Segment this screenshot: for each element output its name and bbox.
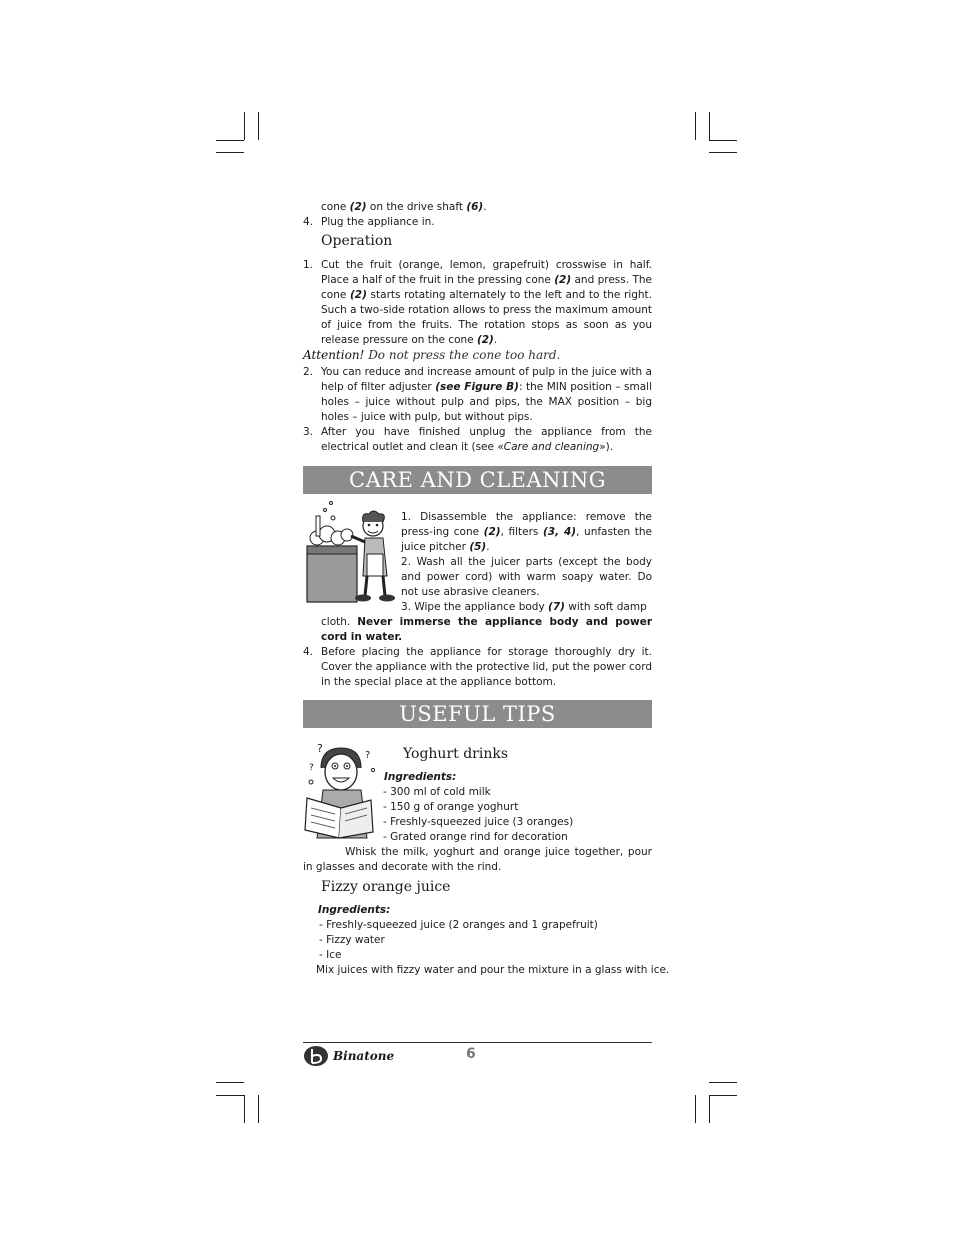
crop-mark xyxy=(709,1082,737,1083)
step-3-continuation: cone (2) on the drive shaft (6). xyxy=(321,201,487,213)
fizzy-ingredient: - Ice xyxy=(319,949,342,961)
binatone-logo-icon xyxy=(303,1045,329,1067)
yoghurt-method: Whisk the milk, yoghurt and orange juice together, pour in glasses and decorate with the rind. xyxy=(303,846,652,873)
crop-mark xyxy=(258,112,259,140)
yoghurt-ingredient: - Freshly-squeezed juice (3 oranges) xyxy=(383,816,574,828)
svg-text:?: ? xyxy=(309,763,314,773)
fizzy-ingredients-label: Ingredients: xyxy=(318,904,391,916)
care-step-3-cont: cloth. Never immerse the appliance body and power cord in water. xyxy=(321,616,653,643)
step-4: 4. Plug the appliance in. xyxy=(303,216,435,228)
brand-logo xyxy=(303,1044,394,1068)
fizzy-orange-juice-heading: Fizzy orange juice xyxy=(321,879,451,895)
crop-mark xyxy=(695,112,696,140)
care-step-1: 1. Disassemble the appliance: remove the press-ing cone (2), filters (3, 4), unfasten the juice pitcher (5). xyxy=(401,511,652,553)
operation-step-2: 2. You can reduce and increase amount of pulp in the juice with a help of filter adjuster (see Figure B): the MIN position – small holes – juice without pulp and pips, the MAX position – big holes – juice with pulp, but without pips. xyxy=(303,366,652,423)
yoghurt-ingredient: - 300 ml of cold milk xyxy=(383,786,491,798)
operation-step-3: 3. After you have finished unplug the appliance from the electrical outlet and clean it (see «Care and cleaning»). xyxy=(303,426,652,453)
attention-note: Attention! Do not press the cone too hard. xyxy=(303,348,561,362)
brand-name: Binatone xyxy=(333,1049,395,1063)
svg-text:?: ? xyxy=(317,742,323,755)
operation-heading: Operation xyxy=(321,233,393,249)
yoghurt-ingredients-label: Ingredients: xyxy=(384,771,457,783)
fizzy-ingredient: - Freshly-squeezed juice (2 oranges and 1 grapefruit) xyxy=(319,919,598,931)
fizzy-ingredient: - Fizzy water xyxy=(319,934,385,946)
care-step-3: 3. Wipe the appliance body (7) with soft damp xyxy=(401,601,647,613)
fizzy-method: Mix juices with fizzy water and pour the mixture in a glass with ice. xyxy=(316,964,670,976)
svg-text:?: ? xyxy=(365,750,371,761)
crop-mark xyxy=(709,140,737,141)
crop-mark xyxy=(244,1095,245,1123)
crop-mark xyxy=(258,1095,259,1123)
operation-step-1: 1. Cut the fruit (orange, lemon, grapefruit) crosswise in half. Place a half of the fruit in the pressing cone (2) and press. The cone (2) starts rotating alternately to the left and to the right. Such a two-side rotation allows to press the maximum amount of juice from the fruits. The rotation stops as soon as you release pressure on the cone (2). xyxy=(303,259,653,346)
crop-mark xyxy=(709,152,737,153)
washing-illustration xyxy=(303,498,397,606)
crop-mark xyxy=(216,1095,244,1096)
crop-mark xyxy=(244,112,245,140)
yoghurt-drinks-heading: Yoghurt drinks xyxy=(403,746,509,762)
crop-mark xyxy=(709,1095,710,1123)
care-step-2: 2. Wash all the juicer parts (except the body and power cord) with warm soapy water. Do not use abrasive cleaners. xyxy=(401,556,652,598)
crop-mark xyxy=(709,1095,737,1096)
footer-rule xyxy=(303,1042,652,1043)
page-number: 6 xyxy=(466,1046,476,1062)
care-and-cleaning-title: CARE AND CLEANING xyxy=(303,466,652,494)
crop-mark xyxy=(216,152,244,153)
care-step-4: 4. Before placing the appliance for storage thoroughly dry it. Cover the appliance with the protective lid, put the power cord in the special place at the appliance bottom. xyxy=(303,646,652,688)
crop-mark xyxy=(216,140,244,141)
yoghurt-ingredient: - 150 g of orange yoghurt xyxy=(383,801,519,813)
reading-person-illustration xyxy=(303,738,383,842)
crop-mark xyxy=(709,112,710,140)
yoghurt-ingredient: - Grated orange rind for decoration xyxy=(383,831,568,843)
useful-tips-title: USEFUL TIPS xyxy=(303,700,652,728)
crop-mark xyxy=(695,1095,696,1123)
crop-mark xyxy=(216,1082,244,1083)
